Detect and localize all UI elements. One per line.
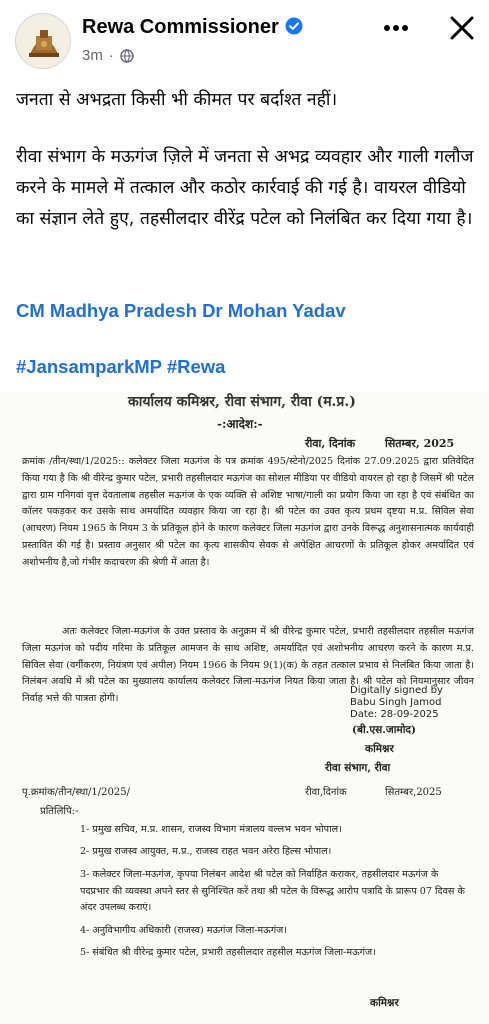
document-paragraph-1: क्रमांक /तीन/स्था/1/2025:: कलेक्टर जिला मऊगंज के पत्र क्रमांक 495/स्टेनो/2025 दिनांक 27.09.2025 द्वारा प्रतिवेदित किया गया है कि श्री वीरेन्द्र कुमार पटेल, प्रभारी तहसीलदार मऊगंज का सोशल मीडिया पर वीडियो वायरल हो रहा है जिसमें श्री पटेल द्वारा ग्राम गनिगवां वृत्त देवतालाब तहसील मऊगंज के एक व्यक्ति से अशिष्ट भाषा/गाली का प्रयोग किया जा रहा है एवं संबंधित का कॉलर पकड़कर कर उसके साथ अमर्यादित व्यवहार किया जा रहा है। श्री पटेल का उक्त कृत्य प्रथम दृष्टया म.प्र. सिविल सेवा (आचरण) नियम 1965 के नियम 3 के प्रतिकूल होने के कारण कलेक्टर जिला मऊगंज द्वारा उनके विरूद्ध अनुशासनात्मक कार्यवाही प्रस्तावित की गई है। प्रस्ताव अनुसार श्री पटेल का कृत्य शासकीय सेवक से अपेक्षित आचरणों के प्रतिकूल होकर अमर्यादित एवं अशोभनीय है,जो गंभीर कदाचरण की श्रेणी में आता है। (22, 456, 474, 568)
author-name[interactable] (82, 16, 303, 39)
globe-icon (120, 49, 134, 63)
digital-sign-line-3: Date: 28-09-2025 (350, 709, 439, 720)
signatory-name: (बी.एस.जामोद) (352, 724, 416, 736)
order-document-image[interactable] (0, 392, 489, 1024)
close-icon[interactable] (446, 12, 478, 44)
post-time[interactable]: 3m (82, 47, 103, 64)
digital-sign-line-1: Digitally signed by (350, 685, 443, 696)
copy-to-label: प्रतिलिपि:- (40, 806, 79, 817)
copy-list (80, 822, 470, 1002)
document-paragraph-2: अतः कलेक्टर जिला-मऊगंज के उक्त प्रस्ताव के अनुक्रम में श्री वीरेन्द्र कुमार पटेल, प्रभारी तहसीलदार तहसील मऊगंज जिला मऊगंज को पदीय गरिमा के प्रतिकूल आमजन के साथ अशिष्ट, अमर्यादित एवं अशोभनीय आचरण करने के कारण म.प्र. सिविल सेवा (वर्गीकरण, नियंत्रण एवं अपील) नियम 1966 के नियम 9(1)(क) के तहत तत्काल प्रभाव से निलंबित किया जाता है। निलंबन अवधि में श्री पटेल का मुख्यालय कार्यालय कलेक्टर जिला-मऊगंज नियत किया जाता है। श्री पटेल को नियमानुसार जीवन निर्वाह भत्ते की पात्रता होगी। (22, 626, 474, 705)
post-body: रीवा संभाग के मऊगंज ज़िले में जनता से अभद्र व्यवहार और गाली गलौज करने के मामले में तत्काल और कठोर कार्रवाई की गई है। वायरल वीडियो का संज्ञान लेते हुए, तहसीलदार वीरेंद्र पटेल को निलंबित कर दिया गया है। (16, 147, 474, 229)
endorsement-number: पृ.क्रमांक/तीन/स्था/1/2025/ (22, 787, 130, 798)
hashtags-link[interactable]: #JansamparkMP #Rewa (16, 356, 226, 377)
emblem-avatar (16, 14, 71, 69)
copy-list-item: 5- संबंधित श्री वीरेन्द्र कुमार पटेल, प्रभारी तहसीलदार तहसील मऊगंज जिला-मऊगंज। (80, 947, 376, 958)
verified-badge-icon (285, 17, 303, 35)
document-order-title: -:आदेश:- (217, 417, 263, 431)
document-date-month: सितम्बर, 2025 (385, 437, 455, 450)
signatory-place: रीवा संभाग, रीवा (325, 762, 391, 774)
author-name-text[interactable]: Rewa Commissioner (82, 16, 279, 38)
post-header (0, 0, 489, 78)
copy-list-item: 4- अनुविभागीय अधिकारी (राजस्व) मऊगंज जिला-मऊगंज। (80, 925, 287, 936)
mention-link[interactable]: CM Madhya Pradesh Dr Mohan Yadav (16, 300, 346, 321)
post-meta (82, 47, 134, 64)
document-date-place: रीवा, दिनांक (305, 437, 356, 450)
copy-list-item: 1- प्रमुख सचिव, म.प्र. शासन, राजस्व विभाग मंत्रालय वल्लभ भवन भोपाल। (80, 824, 342, 835)
more-options-icon[interactable] (381, 18, 411, 38)
page-avatar[interactable] (15, 13, 71, 69)
copy-list-item: 3- कलेक्टर जिला-मऊगंज, कृपया निलंबन आदेश श्री पटेल को निर्वाहित कराकर, तहसीलदार मऊगंज के पदप्रभार की व्यवस्था अपने स्तर से सुनिश्चित करें तथा श्री पटेल के विरूद्ध आरोप पत्रादि के प्रारूप 07 दिवस के अंदर उपलब्ध कराएं। (80, 869, 465, 913)
post-headline: जनता से अभद्रता किसी भी कीमत पर बर्दाश्त नहीं। (16, 90, 338, 110)
endorsement-date: रीवा,दिनांक (305, 787, 347, 798)
digital-sign-line-2: Babu Singh Jamod (350, 697, 442, 708)
meta-separator: · (108, 47, 114, 64)
signatory-post: कमिश्नर (365, 743, 394, 755)
copy-list-item: 2- प्रमुख राजस्व आयुक्त, म.प्र., राजस्व राहत भवन अरेरा हिल्स भोपाल। (80, 846, 332, 857)
footer-signatory-post: कमिश्नर (370, 997, 399, 1009)
document-office-header: कार्यालय कमिश्नर, रीवा संभाग, रीवा (म.प्र.) (128, 394, 356, 410)
endorsement-month: सितम्बर,2025 (385, 787, 442, 798)
